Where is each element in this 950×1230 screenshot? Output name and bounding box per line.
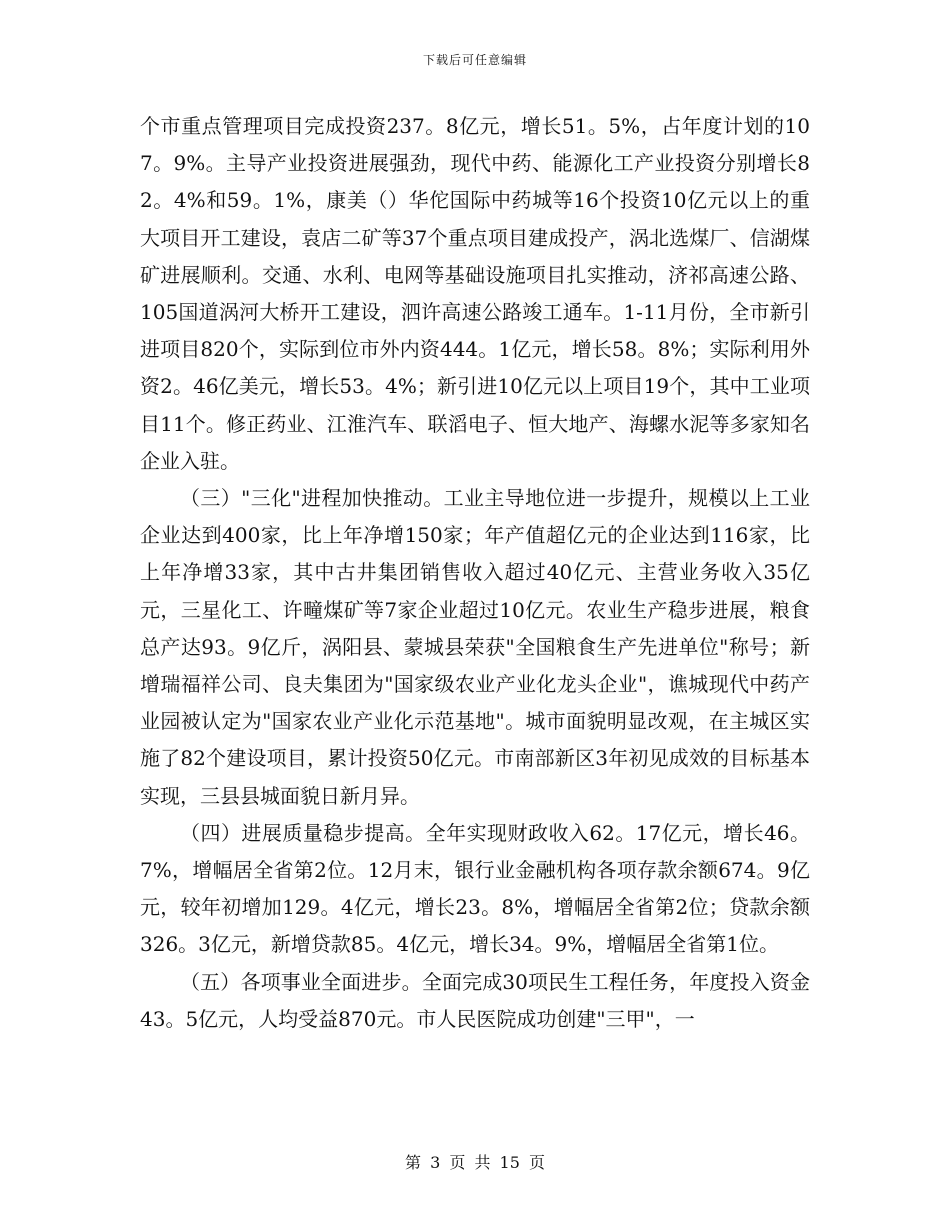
paragraph-continuation: 个市重点管理项目完成投资237。8亿元，增长51。5%，占年度计划的107。9%。主导产业投资进展强劲，现代中药、能源化工产业投资分别增长82。4%和59。1%，康美（）华佗国际中药城等16个投资10亿元以上的重大项目开工建设，袁店二矿等37个重点项目建成投产，涡北选煤厂、信湖煤矿进展顺利。交通、水利、电网等基础设施项目扎实推动，济祁高速公路、105国道涡河大桥开工建设，泗许高速公路竣工通车。1-11月份，全市新引进项目820个，实际到位市外内资444。1亿元，增长58。8%；实际利用外资2。46亿美元，增长53。4%；新引进10亿元以上项目19个，其中工业项目11个。修正药业、江淮汽车、联滔电子、恒大地产、海螺水泥等多家知名企业入驻。 [140, 114, 810, 473]
paragraph-three-modernizations: （三）"三化"进程加快推动。工业主导地位进一步提升，规模以上工业企业达到400家，比上年净增150家；年产值超亿元的企业达到116家，比上年净增33家，其中古井集团销售收入超过40亿元、主营业务收入35亿元，三星化工、许疃煤矿等7家企业超过10亿元。农业生产稳步进展，粮食总产达93。9亿斤，涡阳县、蒙城县荣获"全国粮食生产先进单位"称号；新增瑞福祥公司、良夫集团为"国家级农业产业化龙头企业"，谯城现代中药产业园被认定为"国家农业产业化示范基地"。城市面貌明显改观，在主城区实施了82个建设项目，累计投资50亿元。市南部新区3年初见成效的目标基本实现，三县县城面貌日新月异。 [140, 486, 810, 808]
paragraph-social-progress: （五）各项事业全面进步。全面完成30项民生工程任务，年度投入资金43。5亿元，人均受益870元。市人民医院成功创建"三甲"，一 [140, 969, 810, 1031]
paragraph-development-quality: （四）进展质量稳步提高。全年实现财政收入62。17亿元，增长46。7%，增幅居全省第2位。12月末，银行业金融机构各项存款余额674。9亿元，较年初增加129。4亿元，增长23。8%，增幅居全省第2位；贷款余额326。3亿元，新增贷款85。4亿元，增长34。9%，增幅居全省第1位。 [140, 820, 810, 957]
page-number-footer: 第 3 页 共 15 页 [405, 1153, 545, 1172]
page-header: 下载后可任意编辑 [422, 53, 527, 67]
document-body [140, 108, 810, 1038]
